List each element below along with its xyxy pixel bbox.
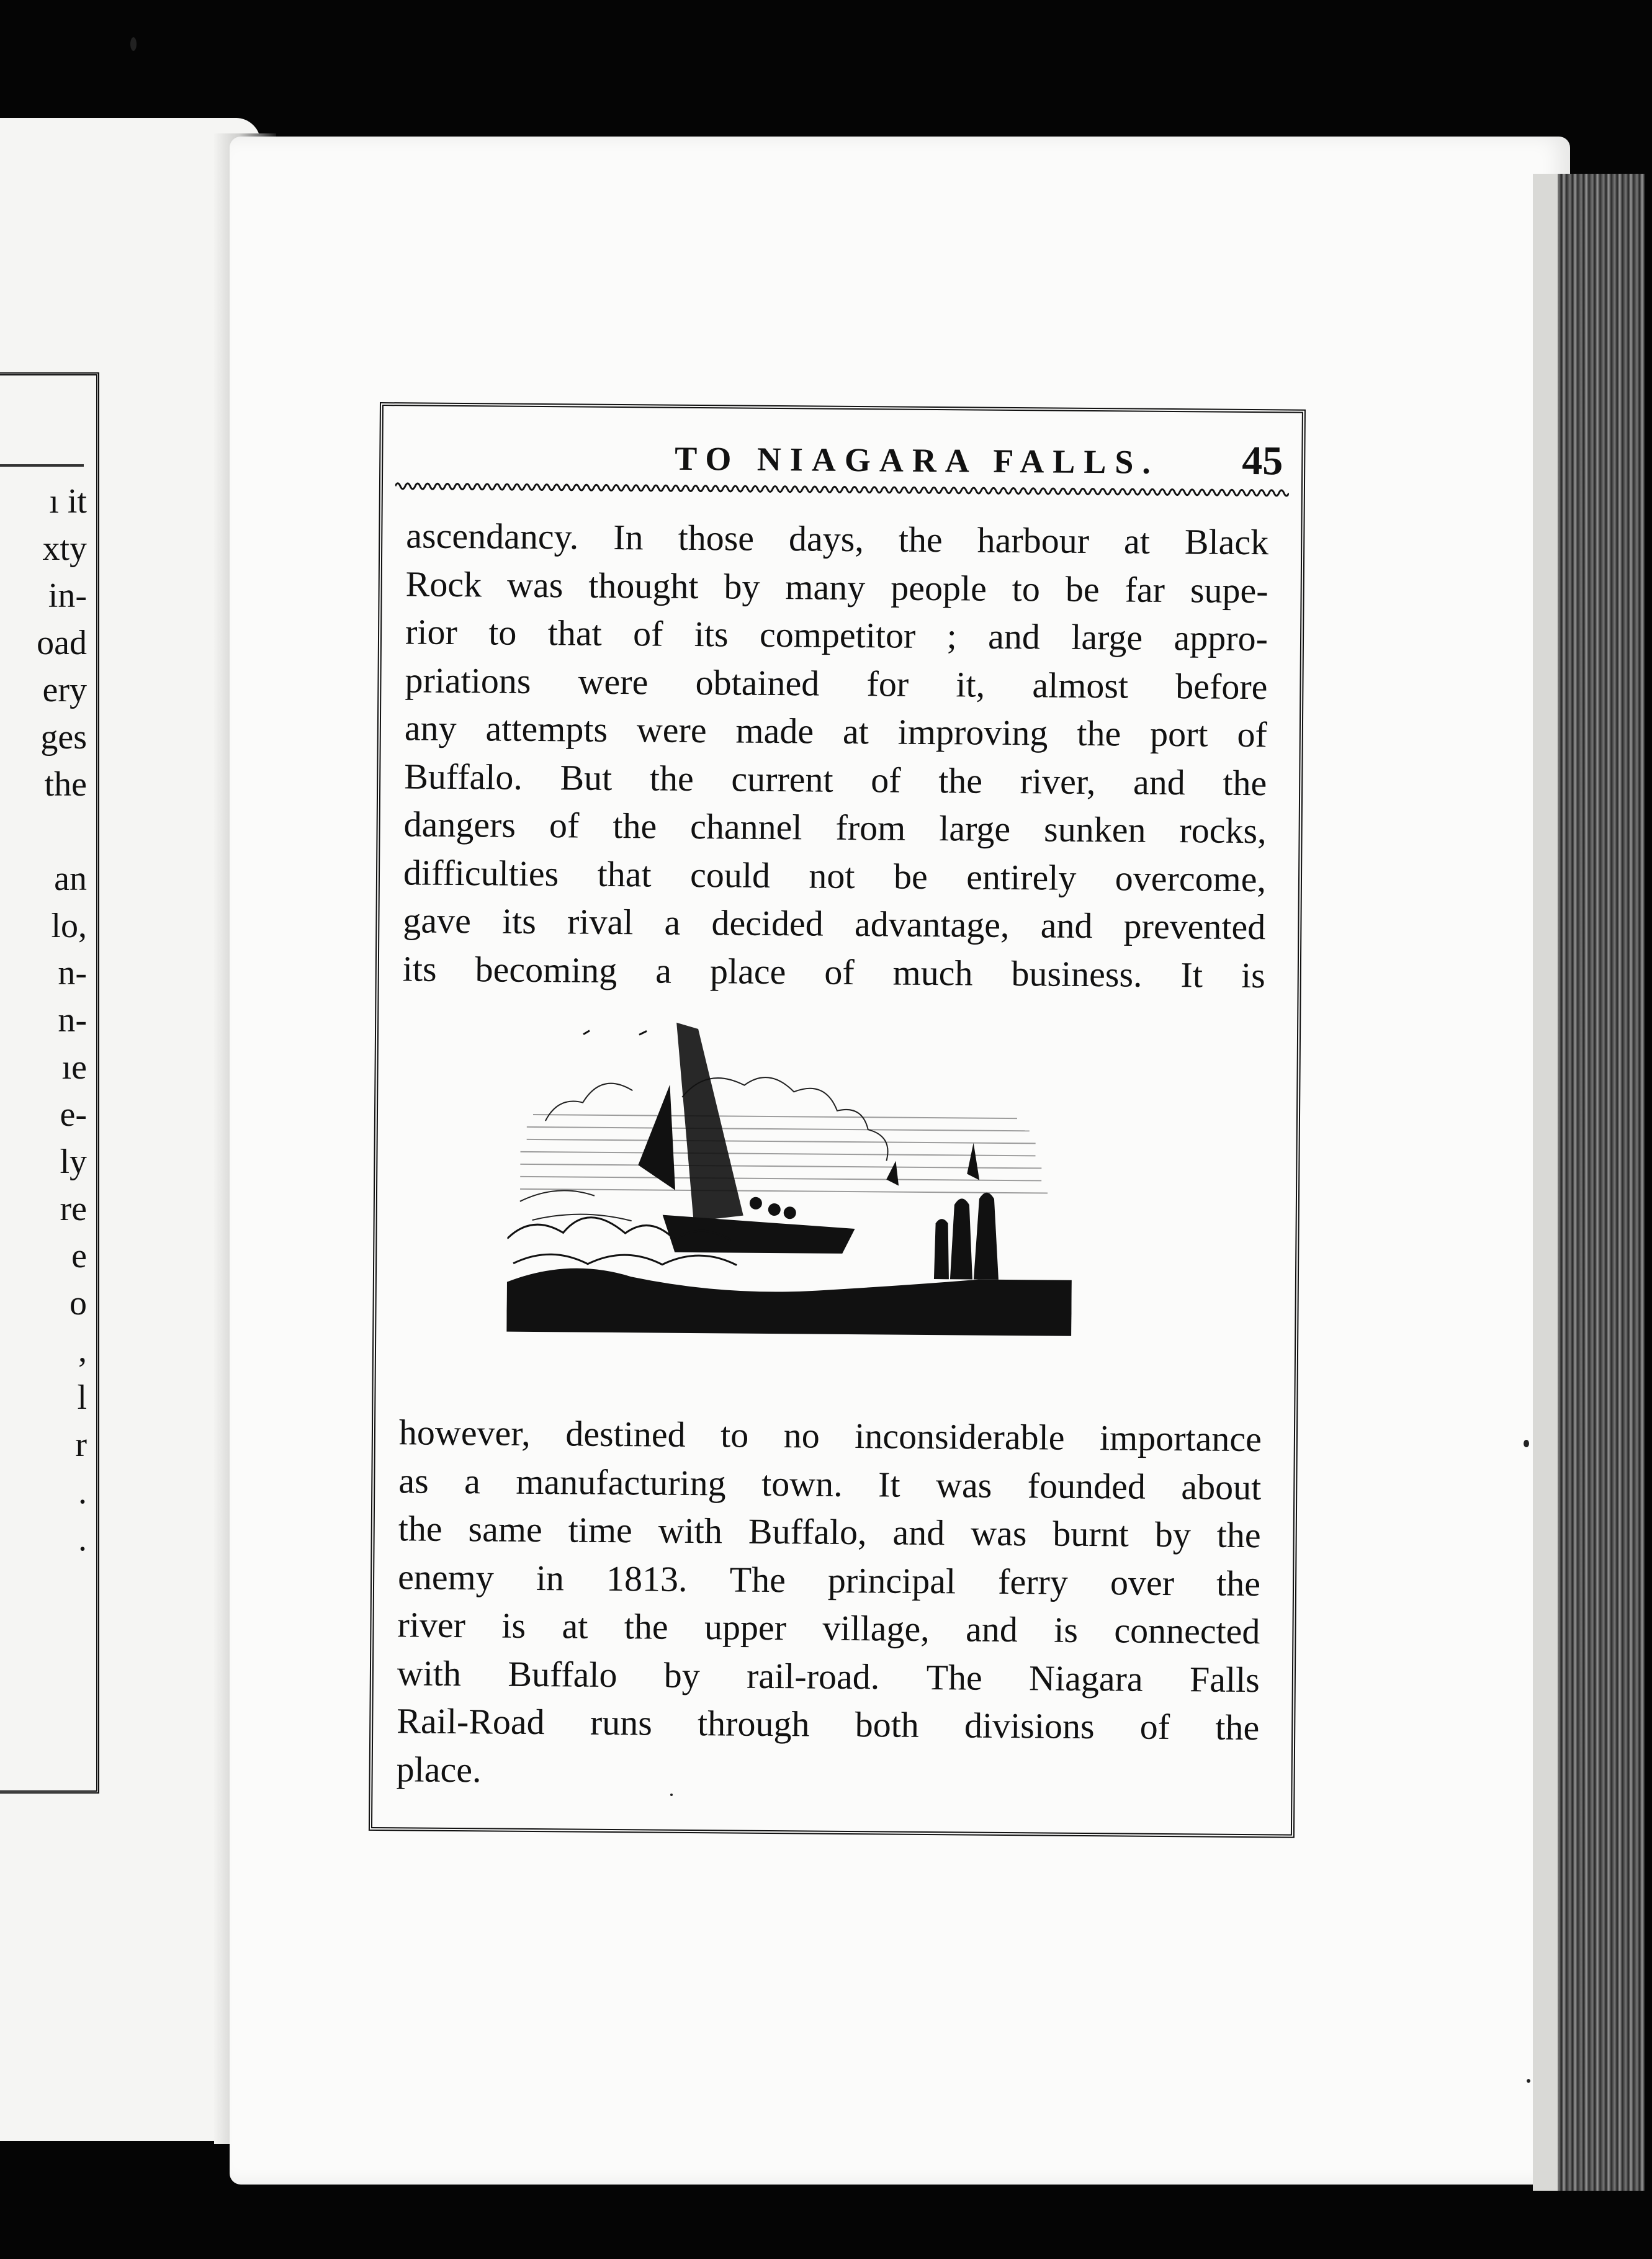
- text-line: priations were obtained for it, almost before: [405, 659, 1268, 707]
- text-line: Rail-Road runs through both divisions of the: [397, 1700, 1260, 1748]
- previous-page-fragment: lo,: [51, 907, 87, 945]
- previous-page-fragment: ly: [60, 1143, 87, 1181]
- paragraph-before-illustration: [403, 511, 1269, 999]
- previous-page-fragment: [0, 808, 87, 855]
- previous-page-fragment: n-: [58, 954, 87, 992]
- page-edge-highlight: [1533, 174, 1558, 2191]
- previous-page-fragment: ıe: [61, 1048, 87, 1087]
- previous-page-fragment: o: [70, 1284, 87, 1323]
- previous-page-fragment: ery: [42, 671, 87, 709]
- previous-page-fragment: in-: [48, 577, 87, 615]
- previous-page-fragment: .: [78, 1473, 87, 1511]
- running-head: [426, 431, 1283, 488]
- text-line: enemy in 1813. The principal ferry over the: [397, 1556, 1261, 1604]
- text-line: difficulties that could not be entirely overcome,: [403, 851, 1267, 899]
- previous-page-fragment: .: [78, 1520, 87, 1558]
- sailboat-engraving-icon: [506, 1015, 1074, 1380]
- text-line: gave its rival a decided advantage, and prevented: [403, 900, 1266, 948]
- previous-page-fragment: e: [71, 1237, 87, 1275]
- previous-page-fragment: r: [75, 1426, 87, 1464]
- text-line: rior to that of its competitor ; and large appro-: [405, 611, 1268, 659]
- text-line: Rock was thought by many people to be far supe-: [405, 563, 1268, 611]
- text-line: place.: [396, 1748, 482, 1790]
- previous-page-fragment: oad: [37, 624, 87, 662]
- text-line: Buffalo. But the current of the river, and the: [404, 755, 1267, 803]
- page-number: 45: [1242, 438, 1283, 484]
- previous-page-fragment: the: [44, 765, 87, 804]
- text-line: river is at the upper village, and is connected: [397, 1604, 1260, 1652]
- previous-page-fragment: n-: [58, 1001, 87, 1040]
- paragraph-after-illustration: [396, 1408, 1262, 1800]
- previous-page-fragment: e-: [60, 1095, 87, 1134]
- previous-page-fragment: l: [77, 1378, 87, 1417]
- previous-page-fragment: xty: [42, 529, 87, 568]
- text-line: dangers of the channel from large sunken rocks,: [403, 804, 1267, 851]
- text-line: however, destined to no inconsiderable importance: [398, 1412, 1262, 1460]
- text-line: with Buffalo by rail-road. The Niagara Falls: [397, 1652, 1260, 1700]
- previous-page-rule: [0, 458, 84, 467]
- previous-page-fragment: re: [60, 1190, 87, 1228]
- text-frame: [369, 402, 1306, 1838]
- text-line: any attempts were made at improving the port of: [404, 707, 1268, 755]
- previous-page-fragment: ges: [40, 718, 87, 757]
- text-line: the same time with Buffalo, and was burnt by the: [398, 1508, 1261, 1556]
- text-line: ascendancy. In those days, the harbour at Black: [406, 515, 1269, 563]
- previous-page-fragment: ,: [78, 1331, 87, 1370]
- text-line: as a manufacturing town. It was founded about: [398, 1460, 1262, 1507]
- running-head-title: TO NIAGARA FALLS.: [675, 439, 1160, 481]
- previous-page-fragment: ı it: [49, 482, 87, 521]
- previous-page-text-fragments: [0, 478, 87, 1563]
- previous-page-fragment: an: [54, 860, 87, 898]
- text-line: its becoming a place of much business. It is: [402, 948, 1265, 995]
